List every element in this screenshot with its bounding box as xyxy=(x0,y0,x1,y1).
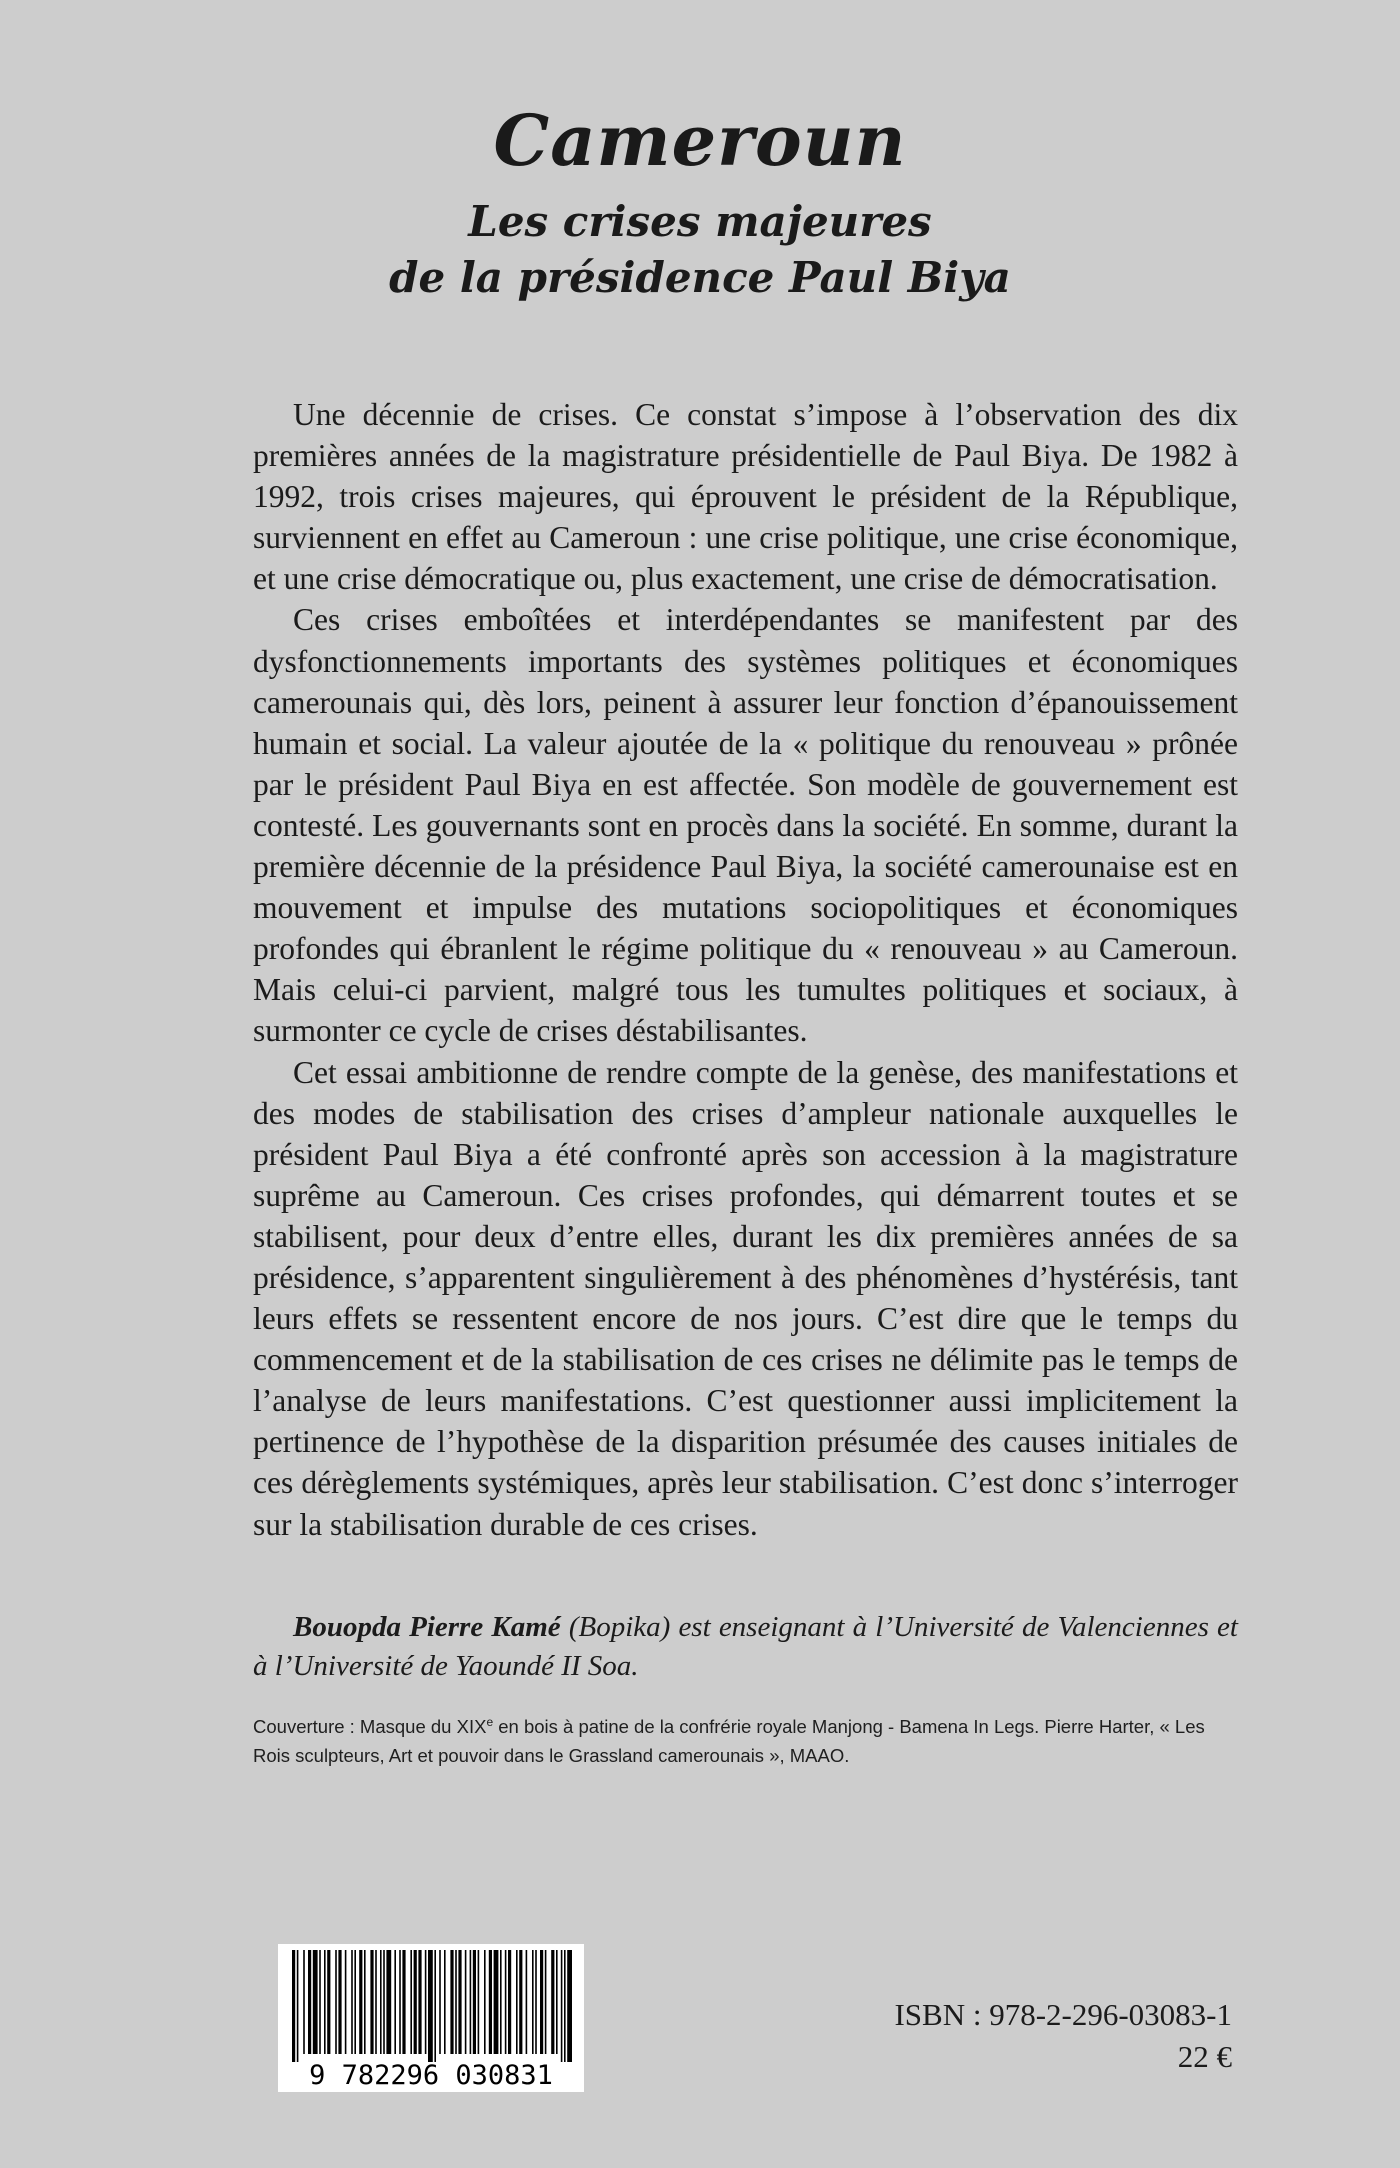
barcode-bar xyxy=(567,1950,572,2062)
barcode-bar xyxy=(450,1950,453,2054)
barcode-bar xyxy=(540,1950,543,2054)
barcode-bar xyxy=(465,1950,467,2054)
barcode-bar xyxy=(444,1950,446,2054)
barcode-bar xyxy=(303,1950,305,2054)
barcode-bar xyxy=(354,1950,356,2054)
back-cover-text xyxy=(253,394,1238,1545)
barcode-bar xyxy=(359,1950,362,2054)
barcode-bar xyxy=(500,1950,502,2054)
paragraph-2: Ces crises emboîtées et interdépendantes se manifestent par des dysfonctionnements importants des systèmes politiques et économiques camerounais qui, dès lors, peinent à assurer leur fonction d’épanouissement humain et social. La valeur ajoutée de la « politique du renouveau » prônée par le président Paul Biya en est affectée. Son modèle de gouvernement est contesté. Les gouvernants sont en procès dans la société. En somme, durant la première décennie de la présidence Paul Biya, la société camerounaise est en mouvement et impulse des mutations sociopolitiques et économiques profondes qui ébranlent le régime politique du « renouveau » au Cameroun. Mais celui-ci parvient, malgré tous les tumultes politiques et sociaux, à surmonter ce cycle de crises déstabilisantes. xyxy=(253,602,1238,1049)
barcode-bar xyxy=(564,1950,566,2062)
barcode-bar xyxy=(370,1950,373,2054)
subtitle-line-2: de la présidence Paul Biya xyxy=(389,253,1011,302)
barcode-bar xyxy=(380,1950,382,2054)
barcode-bar xyxy=(425,1950,427,2054)
barcode-bar xyxy=(508,1950,511,2054)
barcode-bar xyxy=(545,1950,547,2054)
barcode-bar xyxy=(473,1950,476,2054)
barcode-bar xyxy=(297,1950,299,2062)
barcode xyxy=(278,1944,584,2092)
barcode-bar xyxy=(414,1950,417,2054)
barcode-bar xyxy=(458,1950,461,2054)
barcode-bar xyxy=(386,1950,391,2054)
barcode-bar xyxy=(345,1950,347,2054)
author-name: Bouopda Pierre Kamé xyxy=(293,1611,561,1643)
barcode-bar xyxy=(418,1950,421,2054)
cover-credit-superscript: e xyxy=(486,1715,494,1729)
barcode-bar xyxy=(335,1950,337,2054)
subtitle-line-1: Les crises majeures xyxy=(468,197,932,246)
barcode-bar xyxy=(535,1950,537,2054)
barcode-bar xyxy=(505,1950,507,2054)
barcode-bar xyxy=(519,1950,522,2054)
author-bio: (Bopika) est enseignant à l’Université de Valenciennes et à l’Université de Yaoundé II Soa. xyxy=(253,1611,1238,1682)
barcode-bar xyxy=(484,1950,486,2054)
barcode-bar xyxy=(455,1950,457,2054)
barcode-bar xyxy=(324,1950,326,2054)
author-note xyxy=(253,1608,1238,1686)
barcode-bar xyxy=(470,1950,472,2054)
barcode-bar xyxy=(292,1950,295,2062)
barcode-bar xyxy=(532,1950,534,2054)
cover-credit xyxy=(253,1708,1238,1770)
cover-credit-part2: en bois à patine de la confrérie royale Manjong - Bamena In Legs. Pierre Harter, « Les Rois sculpteurs, Art et pouvoir dans le Grassland camerounais », MAAO. xyxy=(253,1716,1205,1767)
barcode-bar xyxy=(556,1950,558,2054)
barcode-bar xyxy=(561,1950,563,2062)
barcode-bar xyxy=(327,1950,330,2054)
barcode-bar xyxy=(313,1950,318,2054)
barcode-bar xyxy=(478,1950,480,2054)
barcode-bar xyxy=(551,1950,554,2054)
barcode-bar xyxy=(399,1950,401,2054)
barcode-bar xyxy=(526,1950,528,2054)
barcode-bar xyxy=(494,1950,499,2054)
barcode-bar xyxy=(394,1950,396,2054)
barcode-bar xyxy=(439,1950,441,2054)
paragraph-3: Cet essai ambitionne de rendre compte de la genèse, des manifestations et des modes de stabilisation des crises d’ampleur nationale auxquelles le président Paul Biya a été confronté après son accession à la magistrature suprême au Cameroun. Ces crises profondes, qui démarrent toutes et se stabilisent, pour deux d’entre elles, durant les dix premières années de sa présidence, s’apparentent singulièrement à des phénomènes d’hystérésis, tant leurs effets se ressentent encore de nos jours. C’est dire que le temps du commencement et de la stabilisation de ces crises ne délimite pas le temps de l’analyse de leurs manifestations. C’est questionner aussi implicitement la pertinence de l’hypothèse de la disparition présumée des causes initiales de ces dérèglements systémiques, après leur stabilisation. C’est donc s’interroger sur la stabilisation durable de ces crises. xyxy=(253,1054,1238,1542)
barcode-bar xyxy=(383,1950,385,2054)
book-title: Cameroun xyxy=(493,99,907,182)
barcode-bar xyxy=(428,1950,433,2062)
barcode-bar xyxy=(489,1950,492,2054)
title-block xyxy=(0,96,1400,306)
paragraph-1: Une décennie de crises. Ce constat s’impose à l’observation des dix premières années de la magistrature présidentielle de Paul Biya. De 1982 à 1992, trois crises majeures, qui éprouvent le président de la République, surviennent en effet au Cameroun : une crise politique, une crise économique, et une crise démocratique ou, plus exactement, une crise de démocratisation. xyxy=(253,397,1238,597)
barcode-bar xyxy=(434,1950,436,2062)
barcode-bar xyxy=(375,1950,377,2054)
isbn: ISBN : 978-2-296-03083-1 xyxy=(894,1997,1232,2032)
price: 22 € xyxy=(1177,2039,1232,2074)
barcode-bar xyxy=(364,1950,366,2054)
cover-credit-part1: Couverture : Masque du XIX xyxy=(253,1716,487,1738)
barcode-bar xyxy=(308,1950,311,2054)
barcode-bar xyxy=(516,1950,518,2054)
barcode-bar xyxy=(338,1950,341,2054)
barcode-bar xyxy=(319,1950,321,2054)
barcode-bar xyxy=(351,1950,353,2054)
barcode-bar xyxy=(402,1950,405,2054)
barcode-bar xyxy=(410,1950,412,2054)
barcode-digits: 9 782296 030831 xyxy=(309,2060,553,2091)
